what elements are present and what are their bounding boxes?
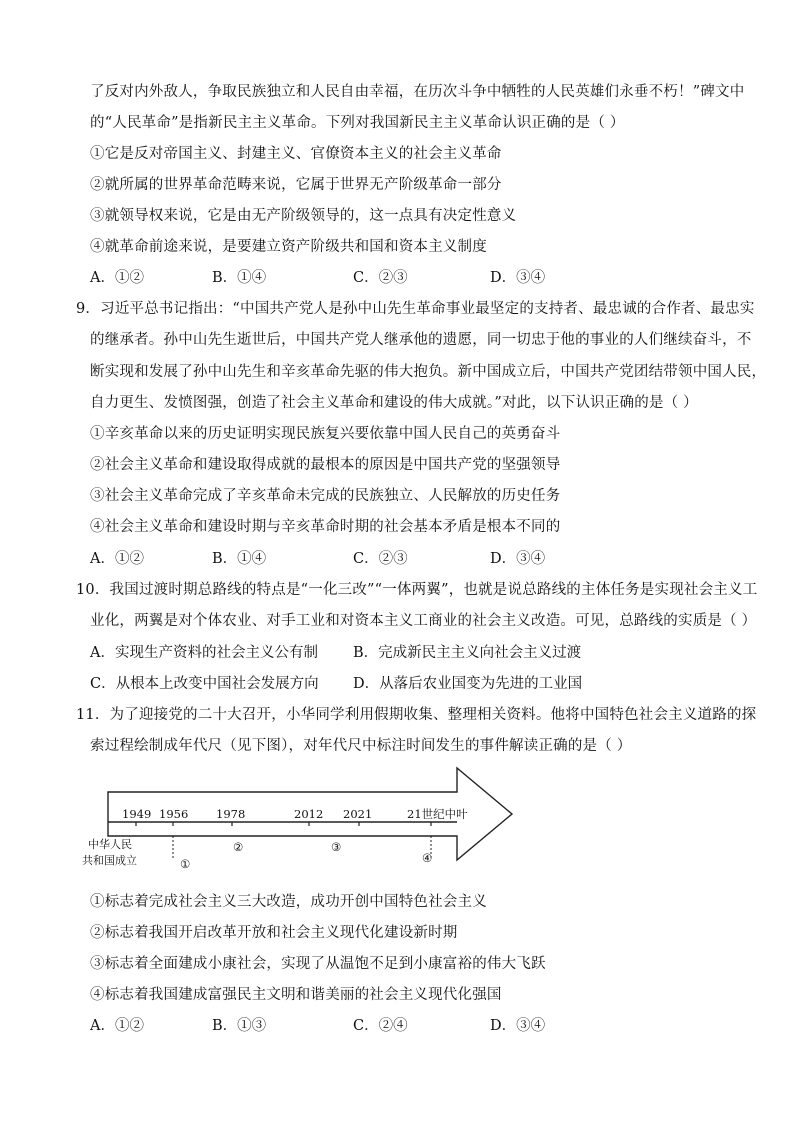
q11-stem-line-1: 11．为了迎接党的二十大召开，小华同学利用假期收集、整理相关资料。他将中国特色社会主义道路的探 [76,707,757,723]
q9-item-1: ①辛亥革命以来的历史证明实现民族复兴要依靠中国人民自己的英勇奋斗 [90,426,561,442]
year-1956: 1956 [159,807,189,821]
q11-stem-line-2: 索过程绘制成年代尺（见下图），对年代尺中标注时间发生的事件解读正确的是（ ） [90,738,632,754]
q11-item-4: ④标志着我国建成富强民主文明和谐美丽的社会主义现代化强国 [90,987,502,1003]
q9-option-b[interactable]: B．①④ [212,551,267,567]
timeline-svg [80,762,520,872]
q11-option-d[interactable]: D．③④ [490,1018,546,1034]
q11-item-3: ③标志着全面建成小康社会，实现了从温饱不足到小康富裕的伟大飞跃 [90,956,546,972]
year-1978: 1978 [216,807,246,821]
q10-option-d[interactable]: D．从落后农业国变为先进的工业国 [353,676,583,692]
timeline-figure [80,762,520,872]
q9-option-c[interactable]: C．②③ [353,551,408,567]
year-2021: 2021 [343,807,373,821]
q8-item-1: ①它是反对帝国主义、封建主义、官僚资本主义的社会主义革命 [90,146,502,162]
year-mid-century: 21世纪中叶 [407,807,468,821]
start-label-line-1: 中华人民 [88,838,132,851]
q10-option-b[interactable]: B．完成新民主主义向社会主义过渡 [353,645,582,661]
marker-2: ② [233,840,244,854]
q9-item-2: ②社会主义革命和建设取得成就的最根本的原因是中国共产党的坚强领导 [90,457,561,473]
q8-stem-line-1: 了反对内外敌人，争取民族独立和人民自由幸福，在历次斗争中牺牲的人民英雄们永垂不朽！”碑文中 [90,84,745,100]
q9-stem-line-3: 断实现和发展了孙中山先生和辛亥革命先驱的伟大抱负。新中国成立后，中国共产党团结带领中国人民， [90,364,767,380]
q10-option-a[interactable]: A．实现生产资料的社会主义公有制 [90,645,318,661]
q8-option-b[interactable]: B．①④ [212,270,267,286]
q9-option-d[interactable]: D．③④ [490,551,546,567]
year-2012: 2012 [294,807,324,821]
q8-item-2: ②就所属的世界革命范畴来说，它属于世界无产阶级革命一部分 [90,177,502,193]
q8-option-c[interactable]: C．②③ [353,270,408,286]
q8-stem-line-2: 的“人民革命”是指新民主主义革命。下列对我国新民主主义革命认识正确的是（ ） [90,115,625,131]
marker-4: ④ [422,851,433,865]
q8-item-3: ③就领导权来说，它是由无产阶级领导的，这一点具有决定性意义 [90,208,517,224]
q8-item-4: ④就革命前途来说，是要建立资产阶级共和国和资本主义制度 [90,239,487,255]
q9-stem-line-2: 的继承者。孙中山先生逝世后，中国共产党人继承他的遗愿，同一切忠于他的事业的人们继续奋斗，不 [90,332,752,348]
q9-stem-line-4: 自力更生、发愤图强，创造了社会主义革命和建设的伟大成就。”对此，以下认识正确的是（ ） [90,395,698,411]
q11-option-b[interactable]: B．①③ [212,1018,267,1034]
q10-stem-line-2: 业化，两翼是对个体农业、对手工业和对资本主义工商业的社会主义改造。可见，总路线的实质是（ ） [90,613,757,629]
q11-option-c[interactable]: C．②④ [353,1018,408,1034]
q9-stem-line-1: 9．习近平总书记指出：“中国共产党人是孙中山先生革命事业最坚定的支持者、最忠诚的合作者、最忠实 [76,301,755,317]
start-label-line-2: 共和国成立 [82,854,137,867]
q11-option-a[interactable]: A．①② [90,1018,144,1034]
q9-option-a[interactable]: A．①② [90,551,144,567]
year-1949: 1949 [122,807,152,821]
q11-item-1: ①标志着完成社会主义三大改造，成功开创中国特色社会主义 [90,894,487,910]
marker-1: ① [180,857,191,871]
q9-item-4: ④社会主义革命和建设时期与辛亥革命时期的社会基本矛盾是根本不同的 [90,519,561,535]
q11-item-2: ②标志着我国开启改革开放和社会主义现代化建设新时期 [90,925,458,941]
marker-3: ③ [331,840,342,854]
q8-option-d[interactable]: D．③④ [490,270,546,286]
q10-option-c[interactable]: C．从根本上改变中国社会发展方向 [90,676,319,692]
q10-stem-line-1: 10．我国过渡时期总路线的特点是“一化三改”“一体两翼”，也就是说总路线的主体任务是实现社会主义工 [76,582,758,598]
q8-option-a[interactable]: A．①② [90,270,144,286]
q9-item-3: ③社会主义革命完成了辛亥革命未完成的民族独立、人民解放的历史任务 [90,488,561,504]
